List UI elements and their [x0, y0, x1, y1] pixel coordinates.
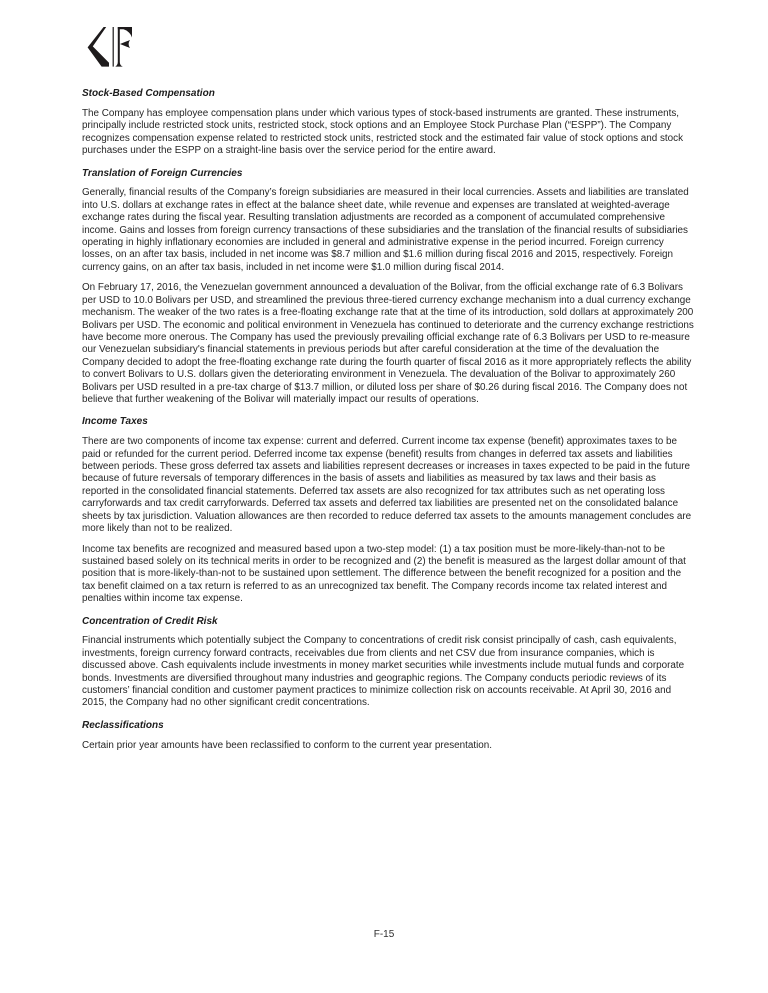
- paragraph: Income tax benefits are recognized and measured based upon a two-step model: (1) a tax position must be more-likely-than-not to be sustained based solely on its technical merits in order to be recognized and (2) the benefit is measured as the largest dollar amount of that position that is more-likely-than-not to be sustained upon settlement. The difference between the benefit recognized for a position and the tax benefit claimed on a tax return is referred to as an unrecognized tax benefit. The Company records income tax related interest and penalties within income tax expense.: [82, 543, 686, 605]
- section-stock-based-compensation: [82, 88, 695, 158]
- page-number: F-15: [373, 929, 395, 940]
- section-income-taxes: [82, 416, 695, 605]
- section-reclassifications: [82, 720, 695, 752]
- section-translation-of-foreign-currencies: [82, 168, 695, 407]
- section-concentration-of-credit-risk: [82, 616, 695, 710]
- section-heading: Income Taxes: [82, 416, 148, 428]
- paragraph: On February 17, 2016, the Venezuelan government announced a devaluation of the Bolivar, from the official exchange rate of 6.3 Bolivars per USD to 10.0 Bolivars per USD, and streamlined the previous three-tiered currency exchange mechanism into a dual currency exchange mechanism. The weaker of the two rates is a free-floating exchange rate that at the time of its introduction, sold dollars at approximately 200 Bolivars per USD. The economic and political environment in Venezuela has continued to deteriorate and the currency exchange restrictions have become more onerous. The Company has used the previously prevailing official exchange rate of 6.3 Bolivars per USD to re-measure our Venezuelan subsidiary's financial statements in previous periods but after careful consideration at the time of the devaluation the Company decided to adopt the free-floating exchange rate during the fourth quarter of fiscal 2016 as it more appropriately reflects the ability to convert Bolivars to U.S. dollars given the deteriorating environment in Venezuela. The devaluation of the Bolivar to approximately 260 Bolivars per USD resulted in a pre-tax charge of $13.7 million, or diluted loss per share of $0.26 during fiscal 2016. The Company does not believe that further weakening of the Bolivar will materially impact our results of operations.: [82, 282, 694, 405]
- paragraph: Generally, financial results of the Company’s foreign subsidiaries are measured in their local currencies. Assets and liabilities are translated into U.S. dollars at exchange rates in effect at the balance sheet date, while revenue and expenses are translated at weighted-average exchange rates during the fiscal year. Resulting translation adjustments are recorded as a component of accumulated comprehensive income. Gains and losses from foreign currency transactions of these subsidiaries and the translation of the financial results of subsidiaries operating in highly inflationary economies are included in general and administrative expense in the period incurred. Foreign currency losses, on an after tax basis, included in net income was $8.7 million and $1.6 million during fiscal 2016 and 2015, respectively. Foreign currency gains, on an after tax basis, included in net income were $1.0 million during fiscal 2014.: [82, 187, 689, 273]
- paragraph: Financial instruments which potentially subject the Company to concentrations of credit risk consist principally of cash, cash equivalents, investments, foreign currency forward contracts, receivables due from clients and net CSV due from insurance companies, which is discussed above. Cash equivalents include investments in money market securities while investments include mutual funds and corporate bonds. Investments are diversified throughout many industries and geographic regions. The Company conducts periodic reviews of its customers’ financial condition and customer payment practices to minimize collection risk on accounts receivable. At April 30, 2016 and 2015, the Company had no other significant credit concentrations.: [82, 635, 685, 709]
- section-heading: Concentration of Credit Risk: [82, 615, 218, 627]
- paragraph: Certain prior year amounts have been reclassified to conform to the current year presentation.: [82, 739, 493, 751]
- document-body: [82, 88, 695, 760]
- paragraph: The Company has employee compensation plans under which various types of stock-based instruments are granted. These instruments, principally include restricted stock units, restricted stock, stock options and an Employee Stock Purchase Plan (“ESPP”). The Company recognizes compensation expense related to restricted stock units, restricted stock and the estimated fair value of stock options and stock purchases under the ESPP on a straight-line basis over the service period for the entire award.: [82, 107, 684, 157]
- section-heading: Translation of Foreign Currencies: [82, 167, 243, 179]
- paragraph: There are two components of income tax expense: current and deferred. Current income tax expense (benefit) approximates taxes to be paid or refunded for the current period. Deferred income tax expense (benefit) results from changes in deferred tax assets and liabilities between periods. These gross deferred tax assets and liabilities represent decreases or increases in taxes expected to be paid in the future because of future reversals of temporary differences in the basis of assets and liabilities as measured by tax laws and their basis as reported in the consolidated financial statements. Deferred tax assets are also recognized for tax attributes such as net operating loss carryforwards and tax credit carryforwards. Deferred tax assets and deferred tax liabilities are presented net on the consolidated balance sheets by tax jurisdiction. Valuation allowances are then recorded to reduce deferred tax assets to the amounts management concludes are more likely than not to be realized.: [82, 436, 692, 535]
- section-heading: Stock-Based Compensation: [82, 88, 215, 99]
- korn-ferry-logo-icon: [84, 27, 132, 67]
- section-heading: Reclassifications: [82, 719, 164, 731]
